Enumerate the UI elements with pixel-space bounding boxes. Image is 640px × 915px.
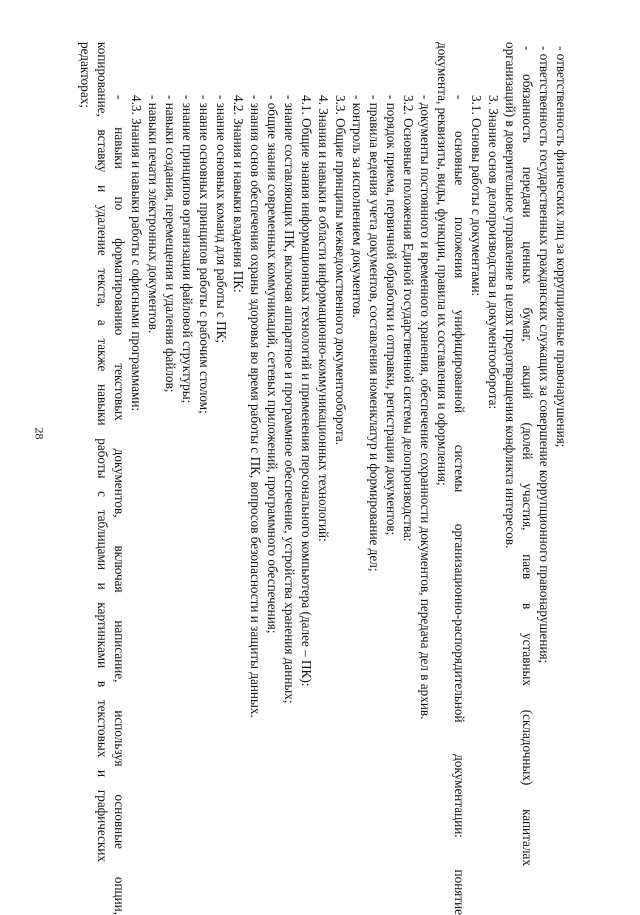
page-number: 28 <box>32 427 47 440</box>
text-line: документа, реквизиты, виды, функции, правила их составления и оформления; <box>435 42 450 486</box>
text-line: - знание основных команд для работы с ПК; <box>214 95 229 344</box>
text-line: - общие знания современных коммуникаций, сетевых приложений, программного обеспечения; <box>265 95 280 634</box>
text-line: 4. Знания и навыки в области информационно-коммуникационных технологий: <box>316 95 331 542</box>
text-line: - документы постоянного и временного хранения, обеспечение сохранности документов, передача дел в архив. <box>418 95 433 720</box>
text-line: - знание основных принципов работы с рабочим столом; <box>197 95 212 414</box>
text-line: редакторах; <box>78 42 93 108</box>
text-line: - обязанность передачи ценных бумаг, акций (долей участия, паев в уставных (складочных) капиталах <box>520 46 535 866</box>
text-line: 3. Знание основ делопроизводства и документооборота: <box>486 95 501 410</box>
text-line: - навыки печати электронных документов. <box>146 95 161 334</box>
text-line: - основные положения унифицированной системы организационно-распорядительной документации: понятие <box>452 95 467 915</box>
text-line: - знания основ обеспечения охраны здоровья во время работы с ПК, вопросов безопасности и защиты данных. <box>248 95 263 718</box>
text-line: 4.1. Общие знания информационных технологий и применения персонального компьютера (далее – ПК): <box>299 95 314 687</box>
text-line: - навыки по форматированию текстовых документов, включая написание, используя основные опции, <box>112 95 127 915</box>
text-line: копирование, вставку и удаление текста, а также навыки работы с таблицами и картинками в текстовых и графических <box>95 42 110 862</box>
text-line: - знание принципов организации файловой структуры; <box>180 95 195 404</box>
text-line: 3.1. Основы работы с документами: <box>469 95 484 297</box>
text-line: 4.3. Знания и навыки работы с офисными программами: <box>129 95 144 412</box>
text-line: 3.3. Общие принципы межведомственного документооборота. <box>333 95 348 445</box>
text-line: - навыки создания, перемещения и удаления файлов; <box>163 95 178 393</box>
text-line: организаций) в доверительное управление в целях предотвращения конфликта интересов. <box>503 42 518 549</box>
text-line: - знание составляющих ПК, включая аппаратное и программное обеспечение, устройства хранения данных; <box>282 95 297 704</box>
text-line: 3.2. Основные положения Единой государственной системы делопроизводства: <box>401 95 416 542</box>
text-line: 4.2. Знания и навыки владения ПК: <box>231 95 246 293</box>
text-line: - ответственность государственных гражданских служащих за совершение коррупционного правонарушения; <box>537 46 552 664</box>
text-line: - контроль за исполнением документов. <box>350 95 365 318</box>
rotated-text-block <box>65 42 575 915</box>
text-line: - ответственность физических лиц за коррупционные правонарушения; <box>554 46 569 448</box>
text-line: - правила ведения учета документов, составления номенклатур и формирование дел; <box>367 95 382 572</box>
text-line: - порядок приема, первичной обработки и отправки, регистрации документов; <box>384 95 399 536</box>
